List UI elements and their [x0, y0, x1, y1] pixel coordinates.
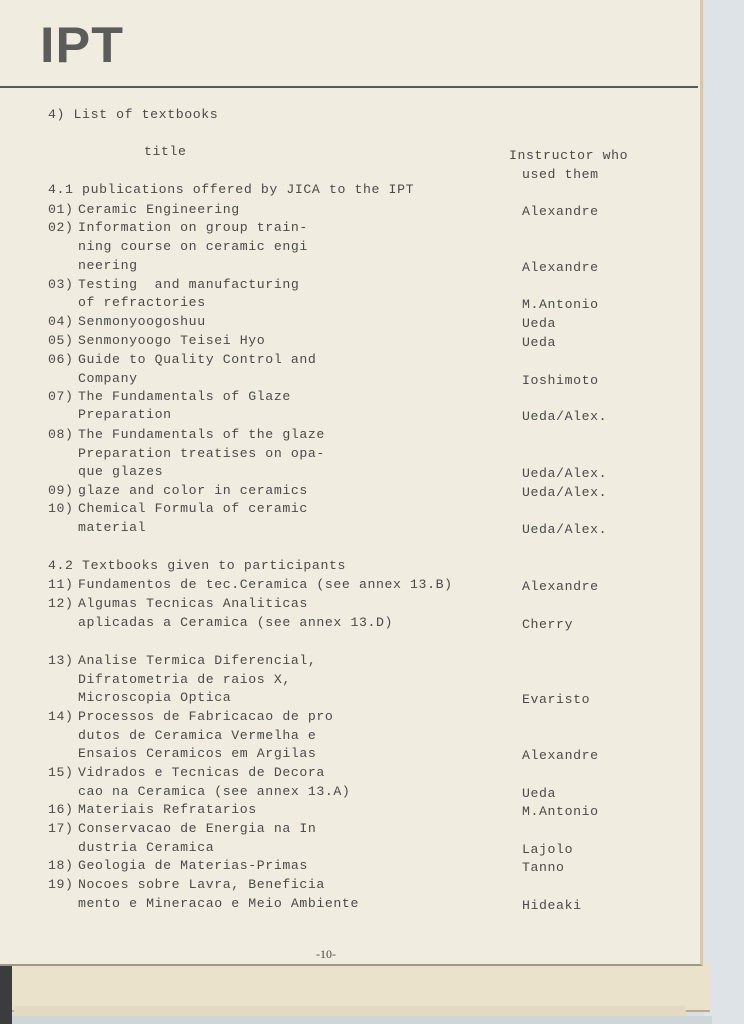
item-title: glaze and color in ceramics	[78, 483, 308, 498]
item-instructor: Ueda	[522, 335, 557, 350]
item-instructor: Alexandre	[522, 579, 599, 594]
item-number: 15)	[48, 765, 74, 780]
item-title: dutos de Ceramica Vermelha e	[78, 728, 317, 743]
item-title: Algumas Tecnicas Analiticas	[78, 596, 308, 611]
item-number: 16)	[48, 802, 74, 817]
column-header-title: title	[144, 144, 187, 159]
item-instructor: Hideaki	[522, 898, 582, 913]
item-instructor: Alexandre	[522, 748, 599, 763]
item-title: que glazes	[78, 464, 164, 479]
item-title: aplicadas a Ceramica (see annex 13.D)	[78, 615, 394, 630]
item-number: 11)	[48, 577, 74, 592]
item-title: Analise Termica Diferencial,	[78, 653, 317, 668]
item-title: Preparation	[78, 407, 172, 422]
item-instructor: Ueda/Alex.	[522, 485, 608, 500]
item-title: dustria Ceramica	[78, 840, 215, 855]
item-instructor: Cherry	[522, 617, 574, 632]
item-title: Vidrados e Tecnicas de Decora	[78, 765, 325, 780]
binder-edge	[0, 962, 12, 1024]
item-instructor: Ueda/Alex.	[522, 466, 608, 481]
item-title: Information on group train-	[78, 220, 308, 235]
item-instructor: Alexandre	[522, 204, 599, 219]
item-number: 12)	[48, 596, 74, 611]
item-number: 13)	[48, 653, 74, 668]
item-title: neering	[78, 258, 138, 273]
item-number: 14)	[48, 709, 74, 724]
item-title: Guide to Quality Control and	[78, 352, 317, 367]
item-number: 06)	[48, 352, 74, 367]
item-title: Senmonyoogo Teisei Hyo	[78, 333, 266, 348]
item-instructor: Lajolo	[522, 842, 574, 857]
item-title: Ensaios Ceramicos em Argilas	[78, 746, 317, 761]
item-number: 04)	[48, 314, 74, 329]
item-title: ning course on ceramic engi	[78, 239, 308, 254]
item-instructor: Alexandre	[522, 260, 599, 275]
item-number: 18)	[48, 858, 74, 873]
item-number: 10)	[48, 501, 74, 516]
item-title: Microscopia Optica	[78, 690, 232, 705]
item-title: Conservacao de Energia na In	[78, 821, 317, 836]
item-instructor: Ueda/Alex.	[522, 522, 608, 537]
item-title: Ceramic Engineering	[78, 202, 240, 217]
item-number: 09)	[48, 483, 74, 498]
column-header-instructor-1: Instructor who	[509, 148, 629, 163]
item-title: The Fundamentals of Glaze	[78, 389, 291, 404]
item-title: The Fundamentals of the glaze	[78, 427, 325, 442]
item-title: Fundamentos de tec.Ceramica (see annex 13.B)	[78, 577, 453, 592]
item-title: Company	[78, 371, 138, 386]
item-number: 19)	[48, 877, 74, 892]
scan-background-bottom	[12, 1016, 712, 1024]
item-title: Nocoes sobre Lavra, Beneficia	[78, 877, 325, 892]
scan-background	[704, 0, 744, 1024]
item-title: Senmonyoogoshuu	[78, 314, 206, 329]
item-instructor: Tanno	[522, 860, 565, 875]
subsection-heading: 4.1 publications offered by JICA to the IPT	[48, 182, 415, 197]
item-title: Chemical Formula of ceramic	[78, 501, 308, 516]
item-number: 07)	[48, 389, 74, 404]
item-title: Materiais Refratarios	[78, 802, 257, 817]
item-title: Processos de Fabricacao de pro	[78, 709, 334, 724]
ipt-logo: IPT	[40, 17, 125, 73]
underlying-page	[10, 962, 710, 1012]
item-instructor: Ioshimoto	[522, 373, 599, 388]
item-number: 01)	[48, 202, 74, 217]
item-instructor: Evaristo	[522, 692, 591, 707]
subsection-heading: 4.2 Textbooks given to participants	[48, 558, 346, 573]
item-number: 08)	[48, 427, 74, 442]
item-instructor: Ueda	[522, 316, 557, 331]
item-title: of refractories	[78, 295, 206, 310]
item-number: 03)	[48, 277, 74, 292]
page-number: -10-	[316, 947, 336, 961]
item-title: mento e Mineracao e Meio Ambiente	[78, 896, 359, 911]
item-title: Geologia de Materias-Primas	[78, 858, 308, 873]
section-heading: 4) List of textbooks	[48, 107, 219, 122]
item-instructor: Ueda	[522, 786, 557, 801]
item-title: Difratometria de raios X,	[78, 672, 291, 687]
item-title: material	[78, 520, 147, 535]
header-rule	[0, 86, 698, 88]
item-title: Testing and manufacturing	[78, 277, 300, 292]
item-number: 05)	[48, 333, 74, 348]
item-instructor: M.Antonio	[522, 804, 599, 819]
item-title: Preparation treatises on opa-	[78, 446, 325, 461]
item-title: cao na Ceramica (see annex 13.A)	[78, 784, 351, 799]
item-number: 17)	[48, 821, 74, 836]
item-instructor: Ueda/Alex.	[522, 409, 608, 424]
item-instructor: M.Antonio	[522, 297, 599, 312]
item-number: 02)	[48, 220, 74, 235]
column-header-instructor-2: used them	[522, 167, 599, 182]
